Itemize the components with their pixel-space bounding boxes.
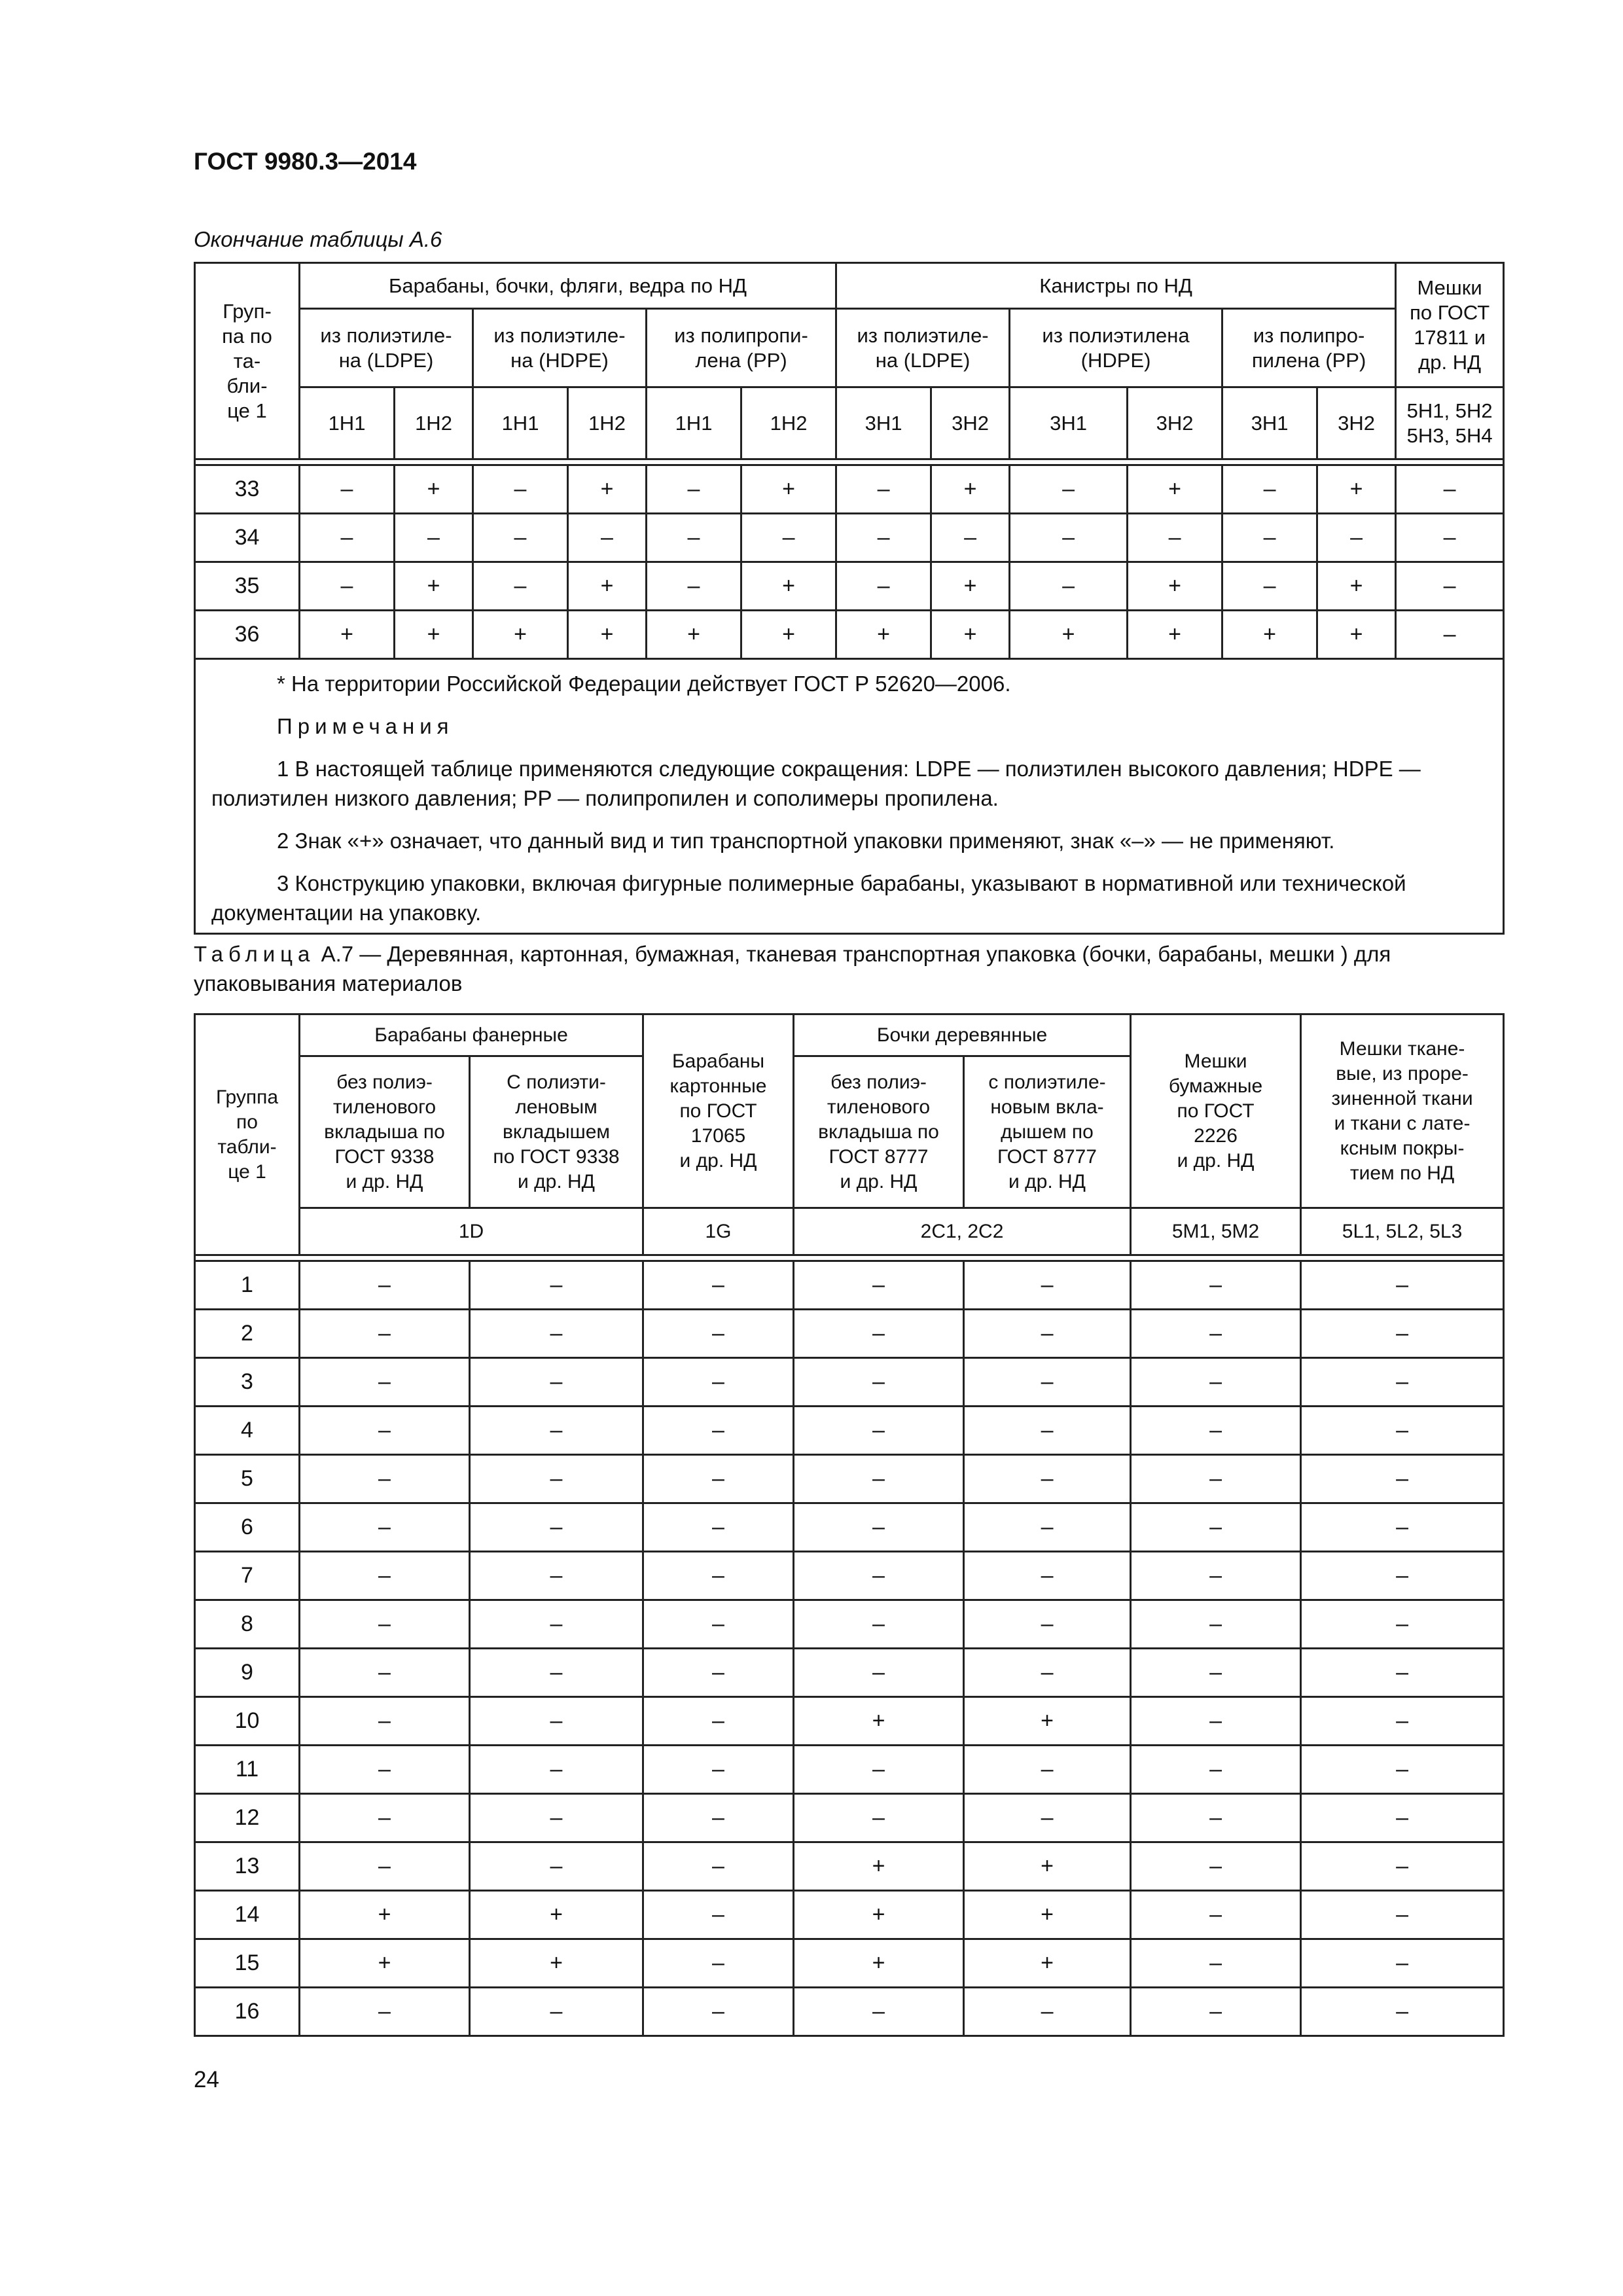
table-cell: – <box>300 1358 470 1407</box>
table-cell: – <box>1131 1455 1301 1503</box>
table-cell: – <box>643 1649 794 1697</box>
table-cell: – <box>643 1988 794 2036</box>
table-a6-body <box>195 465 1504 659</box>
plywood-drums-header: Барабаны фанерные <box>300 1014 643 1056</box>
table-cell: – <box>470 1794 643 1842</box>
table-cell: – <box>1317 514 1396 562</box>
table-cell: + <box>741 562 836 611</box>
table-cell: – <box>470 1407 643 1455</box>
table-cell: + <box>395 611 473 659</box>
subheader-wood-no-liner: без полиэ- тиленового вкладыша по ГОСТ 8777 и др. НД <box>794 1056 964 1208</box>
group-number-cell: 14 <box>195 1891 300 1939</box>
table-cell: – <box>964 1407 1131 1455</box>
code-cell: 3H1 <box>836 387 931 459</box>
table-cell: – <box>964 1649 1131 1697</box>
table-cell: + <box>794 1842 964 1891</box>
table-cell: – <box>964 1988 1131 2036</box>
table-cell: – <box>300 1503 470 1552</box>
table-cell: + <box>931 611 1010 659</box>
table-cell: – <box>794 1552 964 1600</box>
table-cell: – <box>1131 1842 1301 1891</box>
table-cell: – <box>964 1503 1131 1552</box>
table-cell: – <box>836 465 931 514</box>
table-cell: + <box>964 1939 1131 1988</box>
table-cell: – <box>794 1503 964 1552</box>
table-cell: – <box>395 514 473 562</box>
notes-title: Примечания <box>277 714 454 738</box>
table-cell: – <box>1128 514 1222 562</box>
table-cell: – <box>1301 1358 1504 1407</box>
table-cell: – <box>300 1746 470 1794</box>
table-row <box>195 1261 1504 1310</box>
group-number-cell: 7 <box>195 1552 300 1600</box>
table-row <box>195 1455 1504 1503</box>
table-cell: – <box>794 1455 964 1503</box>
subheader-ldpe-drums: из полиэтиле- на (LDPE) <box>300 309 473 387</box>
table-cell: – <box>470 1988 643 2036</box>
group-number-cell: 16 <box>195 1988 300 2036</box>
code-cell: 2C1, 2C2 <box>794 1208 1131 1255</box>
group-number-cell: 9 <box>195 1649 300 1697</box>
table-a6-end <box>194 262 1505 935</box>
table-cell: – <box>1301 1697 1504 1746</box>
drums-barrels-header: Барабаны, бочки, фляги, ведра по НД <box>300 263 836 309</box>
code-cell: 1G <box>643 1208 794 1255</box>
header-separator <box>195 1255 1504 1261</box>
group-number-cell: 34 <box>195 514 300 562</box>
table-row <box>195 611 1504 659</box>
page-number: 24 <box>194 2067 219 2092</box>
table-cell: – <box>1301 1552 1504 1600</box>
table-a7 <box>194 1013 1505 2037</box>
table-cell: – <box>300 1600 470 1649</box>
table-cell: – <box>643 1261 794 1310</box>
table-cell: + <box>964 1842 1131 1891</box>
table-cell: + <box>568 611 647 659</box>
group-number-cell: 5 <box>195 1455 300 1503</box>
group-column-header: Группа по табли- це 1 <box>195 1014 300 1255</box>
code-cell: 5L1, 5L2, 5L3 <box>1301 1208 1504 1255</box>
group-number-cell: 3 <box>195 1358 300 1407</box>
table-cell: – <box>300 1407 470 1455</box>
table-cell: – <box>794 1358 964 1407</box>
subheader-pp-canisters: из полипро- пилена (PP) <box>1222 309 1396 387</box>
table-cell: – <box>741 514 836 562</box>
group-number-cell: 2 <box>195 1310 300 1358</box>
table-cell: – <box>300 1697 470 1746</box>
group-number-cell: 8 <box>195 1600 300 1649</box>
table-cell: + <box>1317 562 1396 611</box>
table-cell: + <box>1128 611 1222 659</box>
table-cell: – <box>300 465 395 514</box>
table-cell: – <box>647 514 741 562</box>
table-cell: – <box>1131 1310 1301 1358</box>
table-a7-caption-text: А.7 — Деревянная, картонная, бумажная, тканевая транспортная упаковка (бочки, барабаны, мешки ) для упаковывания материалов <box>194 942 1391 996</box>
table-cell: + <box>964 1891 1131 1939</box>
table-cell: + <box>1222 611 1317 659</box>
table-cell: – <box>473 465 568 514</box>
table-cell: + <box>1010 611 1128 659</box>
table-cell: – <box>643 1746 794 1794</box>
table-cell: – <box>1222 562 1317 611</box>
table-cell: – <box>1131 1891 1301 1939</box>
code-cell: 1D <box>300 1208 643 1255</box>
table-cell: – <box>1301 1794 1504 1842</box>
table-cell: – <box>643 1552 794 1600</box>
code-cell: 1H1 <box>300 387 395 459</box>
table-cell: + <box>1317 611 1396 659</box>
code-cell: 3H1 <box>1010 387 1128 459</box>
code-cell: 3H2 <box>931 387 1010 459</box>
table-cell: – <box>1131 1988 1301 2036</box>
table-cell: – <box>470 1842 643 1891</box>
table-cell: – <box>1131 1261 1301 1310</box>
table-row <box>195 1988 1504 2036</box>
table-cell: – <box>794 1261 964 1310</box>
paper-bags-header: Мешки бумажные по ГОСТ 2226 и др. НД <box>1131 1014 1301 1208</box>
table-cell: – <box>1301 1261 1504 1310</box>
table-cell: + <box>300 1891 470 1939</box>
table-cell: – <box>643 1794 794 1842</box>
table-cell: – <box>1301 1891 1504 1939</box>
table-cell: – <box>1301 1649 1504 1697</box>
group-number-cell: 13 <box>195 1842 300 1891</box>
table-cell: – <box>1301 1939 1504 1988</box>
table-cell: – <box>300 1649 470 1697</box>
table-cell: – <box>300 1310 470 1358</box>
table-cell: + <box>470 1891 643 1939</box>
table-cell: – <box>1222 465 1317 514</box>
bags-header: Мешки по ГОСТ 17811 и др. НД <box>1396 263 1504 387</box>
group-number-cell: 11 <box>195 1746 300 1794</box>
header-separator <box>195 459 1504 465</box>
table-row <box>195 1310 1504 1358</box>
table-cell: – <box>470 1261 643 1310</box>
table-cell: – <box>643 1600 794 1649</box>
table-cell: – <box>470 1746 643 1794</box>
subheader-wood-liner: с полиэтиле- новым вкла- дышем по ГОСТ 8777 и др. НД <box>964 1056 1131 1208</box>
table-cell: – <box>643 1503 794 1552</box>
table-cell: – <box>964 1794 1131 1842</box>
table-cell: – <box>473 514 568 562</box>
table-cell: – <box>470 1697 643 1746</box>
table-cell: – <box>647 465 741 514</box>
table-cell: – <box>1131 1697 1301 1746</box>
table-cell: + <box>1128 465 1222 514</box>
table-row <box>195 562 1504 611</box>
table-a7-caption <box>194 939 1503 998</box>
table-cell: + <box>794 1939 964 1988</box>
table-row <box>195 1407 1504 1455</box>
table-row <box>195 1503 1504 1552</box>
code-cell: 1H2 <box>395 387 473 459</box>
table-cell: – <box>473 562 568 611</box>
table-cell: – <box>794 1600 964 1649</box>
table-cell: – <box>300 514 395 562</box>
table-cell: – <box>1010 514 1128 562</box>
table-row <box>195 465 1504 514</box>
table-cell: – <box>1131 1939 1301 1988</box>
subheader-ldpe-canisters: из полиэтиле- на (LDPE) <box>836 309 1010 387</box>
document-header: ГОСТ 9980.3—2014 <box>194 148 417 175</box>
wooden-barrels-header: Бочки деревянные <box>794 1014 1131 1056</box>
table-a7-body <box>195 1261 1504 2036</box>
fabric-bags-header: Мешки ткане- вые, из прорe- зиненной ткани и ткани с лате- ксным покры- тием по НД <box>1301 1014 1504 1208</box>
table-cell: – <box>643 1697 794 1746</box>
table-cell: – <box>470 1455 643 1503</box>
note-1: 1 В настоящей таблице применяются следующие сокращения: LDPE — полиэтилен высокого давления; HDPE — полиэтилен низкого давления; PP — полипропилен и сополимеры пропилена. <box>211 757 1421 810</box>
table-cell: + <box>647 611 741 659</box>
table-a7-caption-label: Таблица <box>194 942 315 966</box>
table-cell: – <box>836 562 931 611</box>
table-cell: – <box>300 1261 470 1310</box>
table-cell: – <box>1301 1842 1504 1891</box>
table-cell: – <box>1301 1455 1504 1503</box>
subheader-hdpe-drums: из полиэтиле- на (HDPE) <box>473 309 647 387</box>
table-cell: – <box>470 1600 643 1649</box>
table-row <box>195 1697 1504 1746</box>
table-cell: – <box>643 1310 794 1358</box>
table-cell: – <box>643 1842 794 1891</box>
table-cell: – <box>300 1988 470 2036</box>
table-cell: – <box>300 1455 470 1503</box>
table-cell: – <box>794 1407 964 1455</box>
table-cell: – <box>643 1407 794 1455</box>
table-cell: – <box>794 1794 964 1842</box>
table-cell: – <box>794 1746 964 1794</box>
table-row <box>195 1939 1504 1988</box>
table-cell: – <box>964 1455 1131 1503</box>
table-cell: – <box>300 1842 470 1891</box>
table-cell: – <box>1010 562 1128 611</box>
table-cell: – <box>1396 562 1504 611</box>
table-cell: – <box>1396 611 1504 659</box>
table-cell: – <box>1396 514 1504 562</box>
table-row <box>195 1600 1504 1649</box>
code-cell: 1H2 <box>568 387 647 459</box>
group-number-cell: 12 <box>195 1794 300 1842</box>
code-cell: 1H2 <box>741 387 836 459</box>
note-3: 3 Конструкцию упаковки, включая фигурные полимерные барабаны, указывают в нормативной или технической документации на упаковку. <box>211 871 1406 925</box>
table-cell: – <box>964 1358 1131 1407</box>
table-cell: – <box>1131 1503 1301 1552</box>
subheader-pp-drums: из полипропи- лена (PP) <box>647 309 836 387</box>
table-cell: – <box>1131 1746 1301 1794</box>
table-cell: – <box>643 1358 794 1407</box>
group-number-cell: 35 <box>195 562 300 611</box>
group-number-cell: 6 <box>195 1503 300 1552</box>
table-cell: – <box>643 1455 794 1503</box>
table-cell: – <box>568 514 647 562</box>
table-cell: – <box>1010 465 1128 514</box>
table-cell: + <box>470 1939 643 1988</box>
table-cell: – <box>470 1649 643 1697</box>
table-row <box>195 514 1504 562</box>
table-cell: – <box>470 1552 643 1600</box>
code-cell: 3H1 <box>1222 387 1317 459</box>
table-cell: – <box>794 1310 964 1358</box>
table-cell: – <box>964 1552 1131 1600</box>
table-cell: – <box>1131 1600 1301 1649</box>
table-cell: – <box>300 1552 470 1600</box>
table-row <box>195 1746 1504 1794</box>
table-cell: – <box>470 1358 643 1407</box>
table-cell: – <box>1131 1649 1301 1697</box>
table-row <box>195 1552 1504 1600</box>
table-cell: + <box>836 611 931 659</box>
table-cell: + <box>741 611 836 659</box>
table-cell: – <box>794 1988 964 2036</box>
table-cell: + <box>931 465 1010 514</box>
table-cell: – <box>931 514 1010 562</box>
table-cell: – <box>300 1794 470 1842</box>
table-cell: – <box>1131 1407 1301 1455</box>
table-cell: – <box>1301 1503 1504 1552</box>
table-cell: + <box>395 562 473 611</box>
table-row <box>195 1794 1504 1842</box>
group-number-cell: 4 <box>195 1407 300 1455</box>
subheader-hdpe-canisters: из полиэтилена (HDPE) <box>1010 309 1222 387</box>
table-cell: – <box>647 562 741 611</box>
table-cell: – <box>794 1649 964 1697</box>
group-column-header: Груп- па по та- бли- це 1 <box>195 263 300 459</box>
table-cell: – <box>964 1310 1131 1358</box>
table-row <box>195 1358 1504 1407</box>
subheader-plywood-liner: С полиэти- леновым вкладышем по ГОСТ 9338 и др. НД <box>470 1056 643 1208</box>
table-cell: – <box>964 1261 1131 1310</box>
group-number-cell: 10 <box>195 1697 300 1746</box>
table-cell: + <box>568 465 647 514</box>
table-continuation-caption: Окончание таблицы А.6 <box>194 227 442 251</box>
table-cell: – <box>470 1310 643 1358</box>
table-cell: + <box>473 611 568 659</box>
bag-code-cell: 5H1, 5H2 5H3, 5H4 <box>1396 387 1504 459</box>
table-cell: – <box>1131 1552 1301 1600</box>
canisters-header: Канистры по НД <box>836 263 1396 309</box>
table-notes <box>195 659 1504 934</box>
table-cell: – <box>964 1746 1131 1794</box>
group-number-cell: 1 <box>195 1261 300 1310</box>
table-row <box>195 1891 1504 1939</box>
table-cell: – <box>1222 514 1317 562</box>
table-cell: + <box>794 1891 964 1939</box>
table-cell: + <box>1128 562 1222 611</box>
table-cell: – <box>1301 1407 1504 1455</box>
group-number-cell: 33 <box>195 465 300 514</box>
table-cell: + <box>741 465 836 514</box>
table-cell: + <box>931 562 1010 611</box>
code-cell: 3H2 <box>1317 387 1396 459</box>
cardboard-drums-header: Барабаны картонные по ГОСТ 17065 и др. НД <box>643 1014 794 1208</box>
code-cell: 1H1 <box>647 387 741 459</box>
subheader-plywood-no-liner: без полиэ- тиленового вкладыша по ГОСТ 9338 и др. НД <box>300 1056 470 1208</box>
table-cell: + <box>568 562 647 611</box>
table-cell: – <box>300 562 395 611</box>
group-number-cell: 36 <box>195 611 300 659</box>
code-cell: 5M1, 5M2 <box>1131 1208 1301 1255</box>
table-cell: – <box>1396 465 1504 514</box>
code-cell: 1H1 <box>473 387 568 459</box>
table-cell: – <box>964 1600 1131 1649</box>
table-cell: – <box>1131 1358 1301 1407</box>
table-cell: + <box>794 1697 964 1746</box>
table-cell: – <box>1301 1310 1504 1358</box>
table-cell: + <box>1317 465 1396 514</box>
table-row <box>195 1842 1504 1891</box>
table-row <box>195 1649 1504 1697</box>
code-cell: 3H2 <box>1128 387 1222 459</box>
table-cell: – <box>470 1503 643 1552</box>
table-cell: – <box>1301 1988 1504 2036</box>
table-cell: + <box>300 1939 470 1988</box>
table-cell: – <box>1301 1746 1504 1794</box>
footnote: * На территории Российской Федерации действует ГОСТ Р 52620—2006. <box>277 672 1011 696</box>
table-cell: + <box>300 611 395 659</box>
table-cell: + <box>964 1697 1131 1746</box>
group-number-cell: 15 <box>195 1939 300 1988</box>
table-cell: – <box>643 1891 794 1939</box>
table-cell: – <box>643 1939 794 1988</box>
table-cell: – <box>836 514 931 562</box>
table-cell: + <box>395 465 473 514</box>
table-cell: – <box>1301 1600 1504 1649</box>
table-cell: – <box>1131 1794 1301 1842</box>
note-2: 2 Знак «+» означает, что данный вид и тип транспортной упаковки применяют, знак «–» — не применяют. <box>277 829 1335 853</box>
